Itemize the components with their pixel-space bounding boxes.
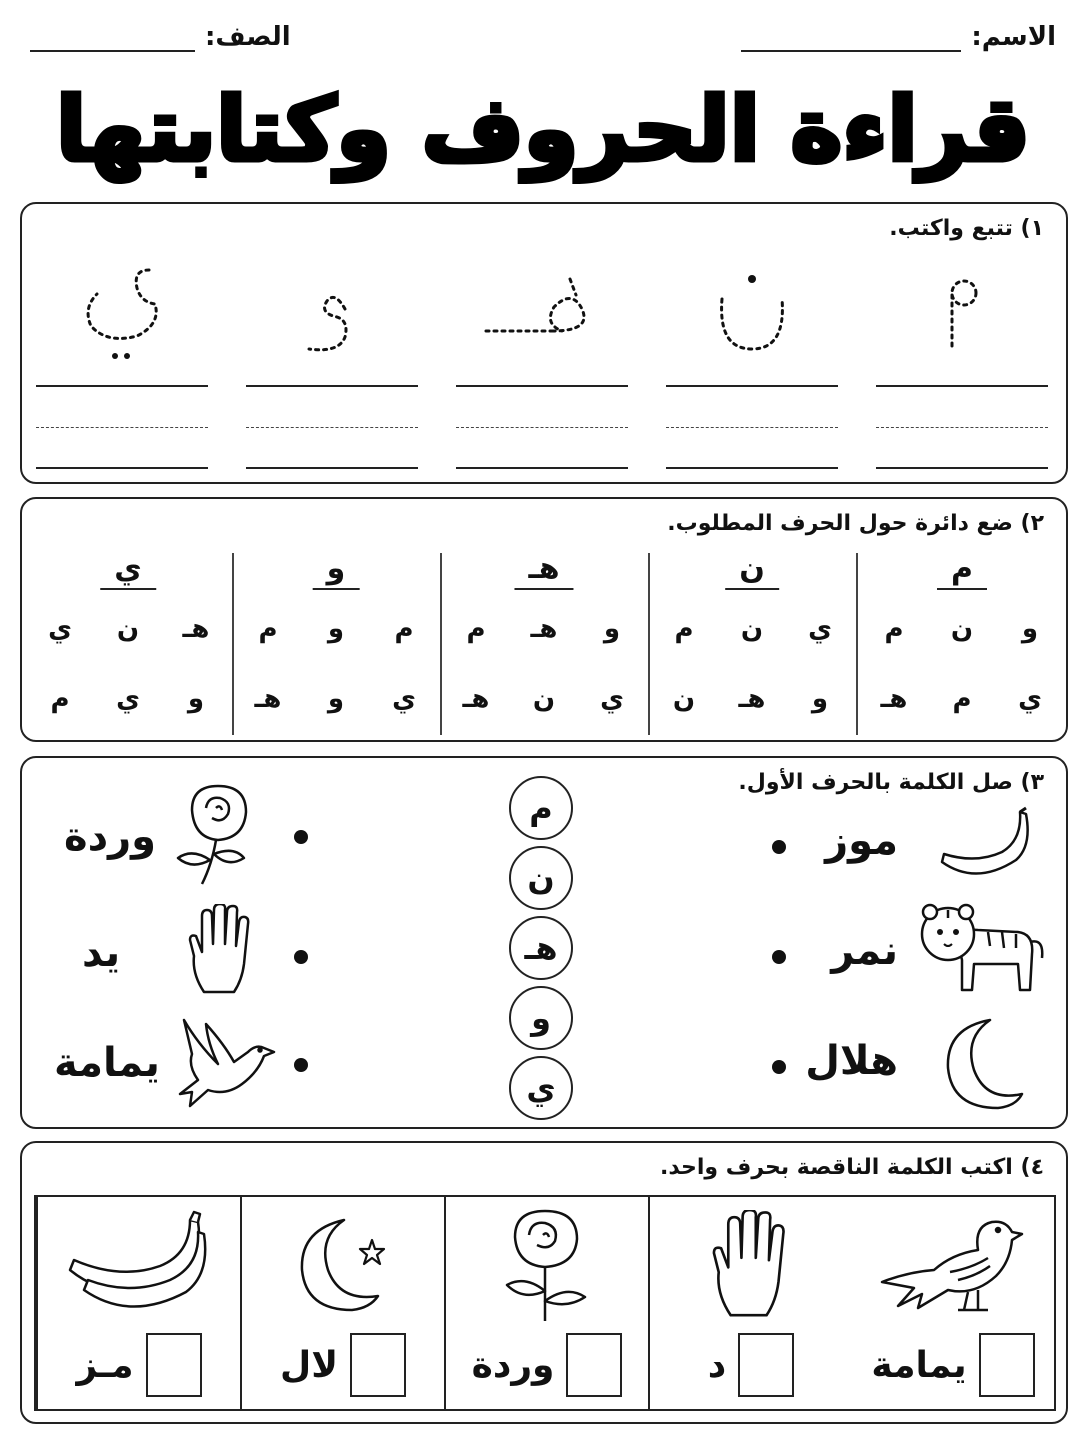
trace-letter-heh: [456, 259, 628, 369]
class-label: الصف:: [205, 22, 291, 52]
choice-row: [242, 684, 430, 714]
target-letter: م: [937, 551, 987, 590]
write-line[interactable]: [456, 467, 628, 469]
trace-column-yeh: [36, 259, 208, 474]
section2-title: ٢) ضع دائرة حول الحرف المطلوب.: [667, 511, 1044, 536]
circle-group-2: [648, 551, 856, 736]
choice-letter[interactable]: و: [327, 684, 345, 714]
banana-icon: [936, 806, 1036, 886]
trace-column-waw: [246, 259, 418, 474]
choice-letter[interactable]: هـ: [462, 684, 490, 714]
name-input-line[interactable]: [741, 24, 961, 52]
write-line[interactable]: [246, 385, 418, 387]
choice-letter[interactable]: هـ: [254, 684, 282, 714]
trace-letter-waw: [246, 259, 418, 369]
name-field: [741, 22, 1056, 52]
dotted-meem-icon: [932, 269, 992, 359]
group-divider: [648, 553, 650, 735]
choice-letter[interactable]: ن: [116, 614, 140, 644]
choice-letter[interactable]: ي: [48, 614, 72, 644]
choice-letter[interactable]: ن: [672, 684, 696, 714]
write-line[interactable]: [876, 385, 1048, 387]
section-match-words: [20, 756, 1068, 1129]
crescent-star-icon: [288, 1210, 398, 1320]
dotted-yeh-icon: [77, 264, 167, 364]
write-line[interactable]: [246, 467, 418, 469]
match-dot[interactable]: [294, 950, 308, 964]
match-dot[interactable]: [294, 1058, 308, 1072]
dotted-waw-icon: [297, 269, 367, 359]
section3-title: ٣) صل الكلمة بالحرف الأول.: [738, 770, 1044, 795]
choice-letter[interactable]: و: [1021, 614, 1039, 644]
target-letter: و: [313, 551, 360, 590]
section1-title: ١) تتبع واكتب.: [889, 216, 1044, 241]
choice-letter[interactable]: م: [674, 614, 694, 644]
match-dot[interactable]: [772, 1060, 786, 1074]
write-guide-line: [456, 427, 628, 428]
circle-group-3: [440, 551, 648, 736]
match-dot[interactable]: [772, 840, 786, 854]
section-trace-write: [20, 202, 1068, 484]
circle-group-5: [24, 551, 232, 736]
write-guide-line: [246, 427, 418, 428]
section4-title: ٤) اكتب الكلمة الناقصة بحرف واحد.: [659, 1155, 1044, 1180]
hand-icon: [706, 1210, 796, 1320]
circle-group-4: [232, 551, 440, 736]
class-field: [30, 22, 291, 52]
word-hilal: هلال: [805, 1038, 898, 1084]
letter-circle[interactable]: ي: [509, 1056, 573, 1120]
choice-letter[interactable]: ي: [392, 684, 416, 714]
write-guide-line: [666, 427, 838, 428]
choice-letter[interactable]: و: [603, 614, 621, 644]
missing-cell-2: [240, 1197, 444, 1409]
choice-letter[interactable]: هـ: [182, 614, 210, 644]
choice-row: [868, 614, 1056, 644]
missing-word: مـز: [76, 1344, 134, 1386]
name-label: الاسم:: [971, 22, 1056, 52]
write-line[interactable]: [876, 467, 1048, 469]
letter-circle[interactable]: هـ: [509, 916, 573, 980]
word-mawz: موز: [825, 818, 898, 864]
crescent-moon-icon: [936, 1014, 1026, 1114]
choice-letter[interactable]: م: [394, 614, 414, 644]
choice-letter[interactable]: هـ: [738, 684, 766, 714]
choice-letter[interactable]: ي: [1018, 684, 1042, 714]
choice-letter[interactable]: م: [952, 684, 972, 714]
choice-row: [450, 614, 638, 644]
choice-letter[interactable]: م: [50, 684, 70, 714]
choice-letter[interactable]: ن: [740, 614, 764, 644]
rose-icon: [497, 1205, 597, 1325]
answer-box[interactable]: [566, 1333, 622, 1397]
choice-letter[interactable]: ي: [808, 614, 832, 644]
missing-word: يمامة: [871, 1344, 967, 1386]
group-divider: [440, 553, 442, 735]
choice-row: [34, 614, 222, 644]
class-input-line[interactable]: [30, 24, 195, 52]
dotted-heh-icon: [482, 269, 602, 359]
group-divider: [232, 553, 234, 735]
choice-letter[interactable]: ن: [950, 614, 974, 644]
page-title-outline: قراءة الحروف وكتابتها: [56, 78, 1030, 181]
match-dot[interactable]: [294, 830, 308, 844]
choice-row: [242, 614, 430, 644]
choice-row: [450, 684, 638, 714]
missing-cell-1: [36, 1197, 240, 1409]
write-line[interactable]: [666, 385, 838, 387]
choice-letter[interactable]: و: [327, 614, 345, 644]
dotted-noon-icon: [712, 269, 792, 359]
choice-row: [868, 684, 1056, 714]
hand-icon: [186, 904, 256, 996]
letter-circle[interactable]: و: [509, 986, 573, 1050]
target-letter: ن: [725, 551, 779, 590]
choice-letter[interactable]: و: [811, 684, 829, 714]
letter-circle[interactable]: ن: [509, 846, 573, 910]
missing-letter-grid: [34, 1195, 1056, 1411]
choice-letter[interactable]: هـ: [880, 684, 908, 714]
choice-letter[interactable]: هـ: [530, 614, 558, 644]
tiger-icon: [918, 898, 1048, 998]
write-line[interactable]: [666, 467, 838, 469]
word-warda: وردة: [64, 814, 157, 860]
choice-letter[interactable]: ي: [600, 684, 624, 714]
target-letter: ي: [100, 551, 156, 590]
missing-cell-4: [648, 1197, 852, 1409]
choice-letter[interactable]: م: [466, 614, 486, 644]
trace-column-heh: [456, 259, 628, 474]
answer-box[interactable]: [146, 1333, 202, 1397]
write-line[interactable]: [456, 385, 628, 387]
choice-letter[interactable]: م: [884, 614, 904, 644]
choice-row: [658, 684, 846, 714]
choice-row: [658, 614, 846, 644]
missing-cell-5: [852, 1197, 1054, 1409]
missing-word: وردة: [471, 1344, 555, 1386]
answer-box[interactable]: [979, 1333, 1035, 1397]
write-line[interactable]: [36, 467, 208, 469]
bird-icon: [878, 1210, 1028, 1320]
choice-letter[interactable]: م: [258, 614, 278, 644]
section-missing-letter: [20, 1141, 1068, 1424]
choice-row: [34, 684, 222, 714]
answer-box[interactable]: [738, 1333, 794, 1397]
letter-circle[interactable]: م: [509, 776, 573, 840]
missing-word: لال: [279, 1344, 339, 1386]
trace-column-meem: [876, 259, 1048, 474]
trace-letter-yeh: [36, 259, 208, 369]
write-guide-line: [876, 427, 1048, 428]
circle-group-1: [858, 551, 1066, 736]
group-divider: [856, 553, 858, 735]
dove-icon: [178, 1014, 278, 1114]
missing-cell-3: [444, 1197, 648, 1409]
word-namir: نمر: [831, 928, 898, 974]
answer-box[interactable]: [350, 1333, 406, 1397]
trace-letter-noon: [666, 259, 838, 369]
trace-column-noon: [666, 259, 838, 474]
choice-letter[interactable]: و: [187, 684, 205, 714]
rose-icon: [172, 780, 262, 888]
bananas-icon: [64, 1210, 214, 1320]
section-circle-letter: [20, 497, 1068, 742]
missing-word: د: [707, 1344, 727, 1386]
word-yamama: يمامة: [54, 1040, 160, 1086]
write-guide-line: [36, 427, 208, 428]
word-yad: يد: [82, 930, 121, 976]
trace-letter-meem: [876, 259, 1048, 369]
target-letter: هـ: [514, 551, 573, 590]
choice-letter[interactable]: ن: [532, 684, 556, 714]
write-line[interactable]: [36, 385, 208, 387]
match-dot[interactable]: [772, 950, 786, 964]
choice-letter[interactable]: ي: [116, 684, 140, 714]
